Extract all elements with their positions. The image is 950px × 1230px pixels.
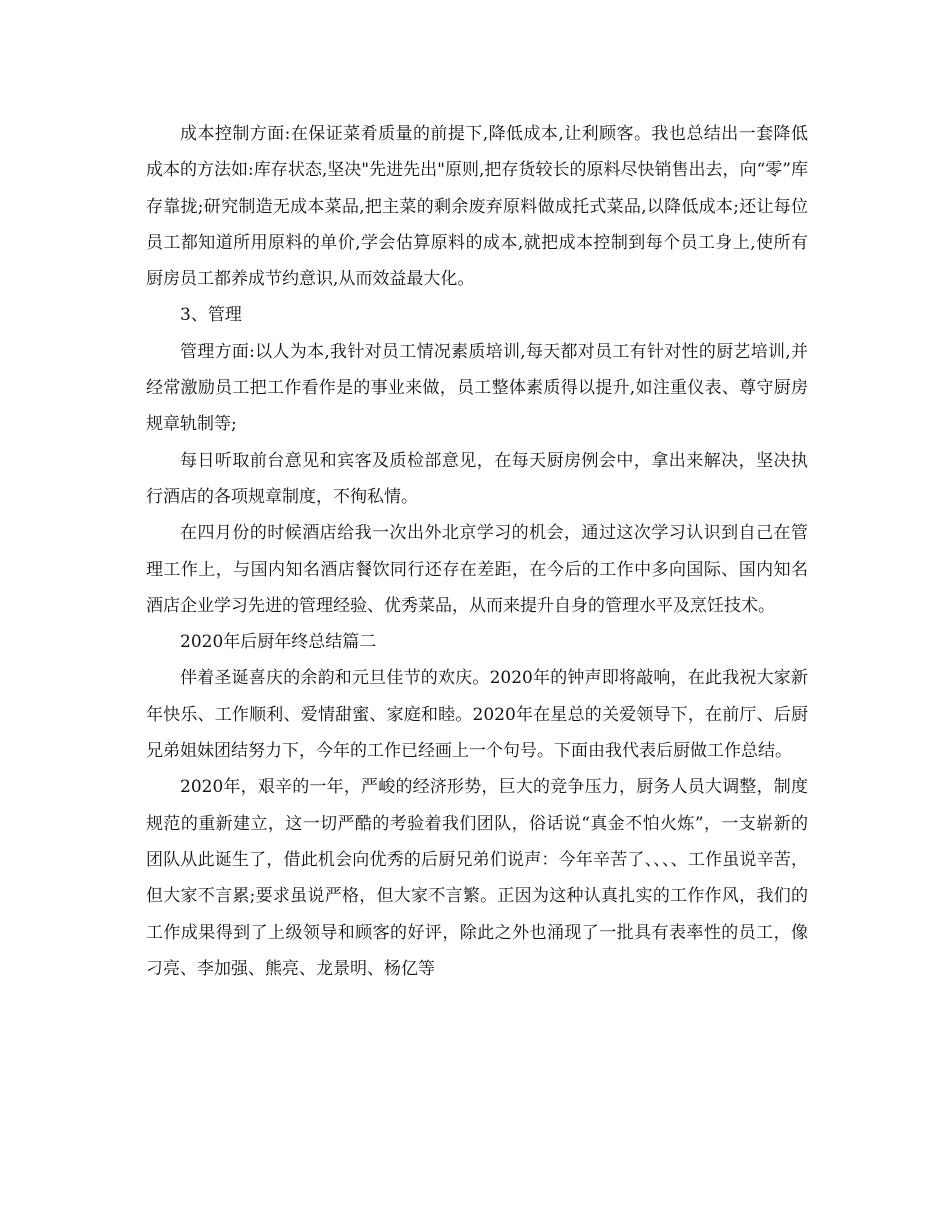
document-page bbox=[146, 116, 808, 987]
paragraph-cost-control: 成本控制方面:在保证菜肴质量的前提下,降低成本,让利顾客。我也总结出一套降低成本的方法如:库存状态,坚决"先进先出"原则,把存货较长的原料尽快销售出去，向“零”库存靠拢;研究制造无成本菜品,把主菜的剩余废弃原料做成托式菜品,以降低成本;还让每位员工都知道所用原料的单价,学会估算原料的成本,就把成本控制到每个员工身上,使所有厨房员工都养成节约意识,从而效益最大化。 bbox=[146, 124, 808, 290]
paragraph-daily-feedback: 每日听取前台意见和宾客及质检部意见，在每天厨房例会中，拿出来解决，坚决执行酒店的各项规章制度，不徇私情。 bbox=[146, 450, 808, 507]
section-heading-management: 3、管理 bbox=[180, 305, 242, 326]
paragraph-management: 管理方面:以人为本,我针对员工情况素质培训,每天都对员工有针对性的厨艺培训,并经常激励员工把工作看作是的事业来做，员工整体素质得以提升,如注重仪表、尊守厨房规章轨制等; bbox=[146, 341, 808, 435]
paragraph-beijing-study: 在四月份的时候酒店给我一次出外北京学习的机会，通过这次学习认识到自己在管理工作上，与国内知名酒店餐饮同行还存在差距，在今后的工作中多向国际、国内知名酒店企业学习先进的管理经验、优秀菜品，从而来提升自身的管理水平及烹饪技术。 bbox=[146, 523, 808, 616]
paragraph-new-year-greeting: 伴着圣诞喜庆的余韵和元旦佳节的欢庆。2020年的钟声即将敲响，在此我祝大家新年快乐、工作顺利、爱情甜蜜、家庭和睦。2020年在星总的关爱领导下，在前厅、后厨兄弟姐妹团结努力下，今年的工作已经画上一个句号。下面由我代表后厨做工作总结。 bbox=[146, 668, 808, 762]
paragraph-year-review: 2020年，艰辛的一年，严峻的经济形势，巨大的竞争压力，厨务人员大调整，制度规范的重新建立，这一切严酷的考验着我们团队，俗话说“真金不怕火炼”，一支崭新的团队从此诞生了，借此机会向优秀的后厨兄弟们说声：今年辛苦了、、、、工作虽说辛苦，但大家不言累;要求虽说严格，但大家不言繁。正因为这种认真扎实的工作作风，我们的工作成果得到了上级领导和顾客的好评，除此之外也涌现了一批具有表率性的员工，像刁亮、李加强、熊亮、龙景明、杨亿等 bbox=[146, 777, 808, 979]
section-heading-part-two: 2020年后厨年终总结篇二 bbox=[180, 632, 377, 653]
